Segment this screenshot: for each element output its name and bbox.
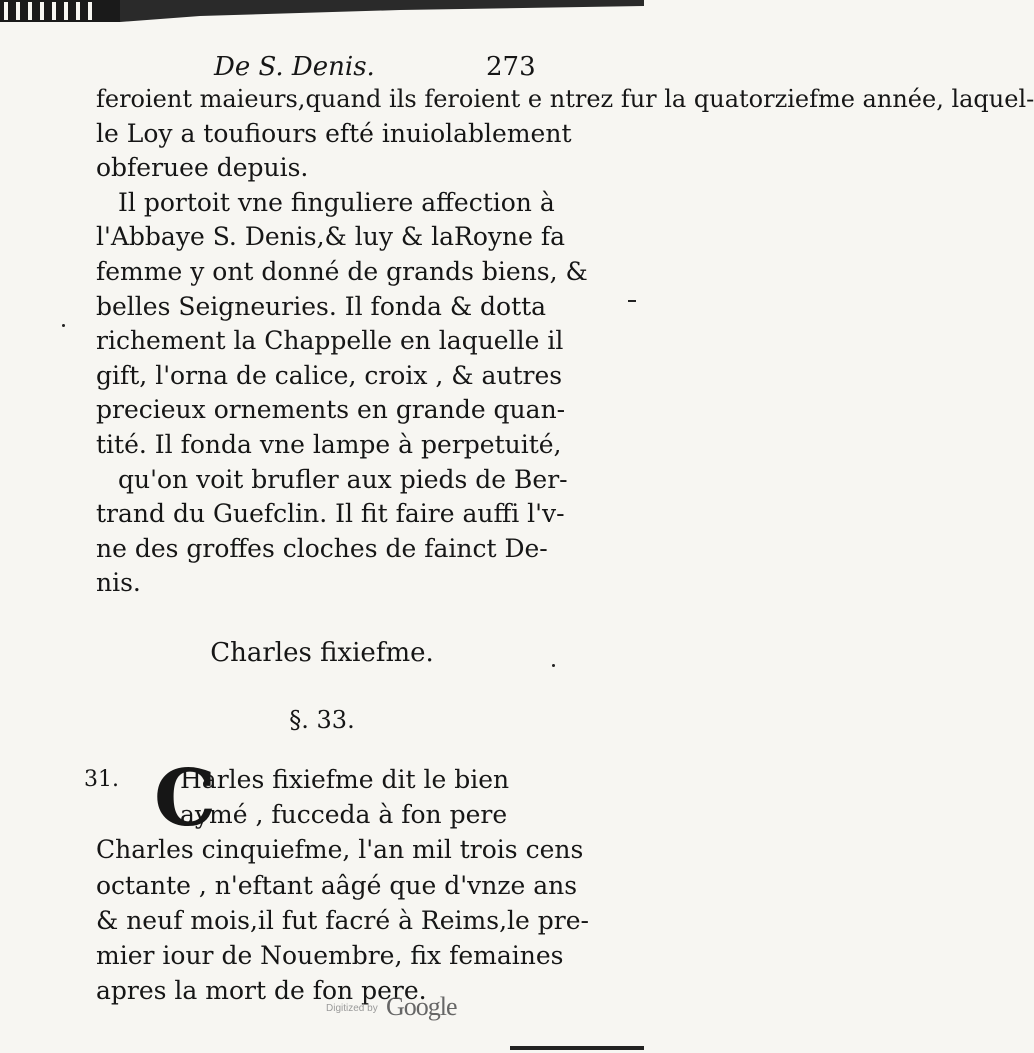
section-number: §. 33. [289,706,355,734]
bottom-edge-shadow [510,1046,644,1050]
text-line: aymé , fucceda à fon pere [180,800,508,830]
running-title: De S. Denis. [214,52,375,82]
digitized-by-text: Digitized by [326,1003,378,1014]
margin-speck [628,300,636,302]
google-logo: Google [386,992,457,1021]
text-line: apres la mort de fon pere. [96,976,427,1006]
page-number: 273 [486,52,536,82]
body-text [96,82,1034,601]
text-line: le Loy a toufiours efté inuiolablement [96,118,572,148]
paragraph [84,753,589,1008]
text-line: richement la Chappelle en laquelle il [96,326,564,356]
text-line: Il portoit vne finguliere affection à [118,187,555,217]
text-line: Charles cinquiefme, l'an mil trois cens [96,835,584,865]
text-line: mier iour de Nouembre, fix femaines [96,941,564,971]
chapter-title: Charles fixiefme. [210,638,434,668]
text-line: gift, l'orna de calice, croix , & autres [96,360,563,390]
text-line: qu'on voit brufler aux pieds de Ber- [118,464,568,494]
text-line: obferuee depuis. [96,153,309,183]
text-line: feroient maieurs,quand ils feroient e ntrez fur la quatorziefme année, laquel- [96,85,1034,113]
text-line: Harles fixiefme dit le bien [180,765,510,794]
text-line: nis. [96,568,141,598]
paragraph-number: 31. [84,767,119,792]
margin-speck [62,324,65,327]
margin-speck [552,664,555,667]
text-line: ne des groffes cloches de fainct De- [96,533,548,563]
text-line: tité. Il fonda vne lampe à perpetuité, [96,429,562,459]
drop-cap: C [154,753,217,844]
text-line: & neuf mois,il fut facré à Reims,le pre- [96,905,589,935]
text-line: l'Abbaye S. Denis,& luy & laRoyne fa [96,222,566,252]
text-line: belles Seigneuries. Il fonda & dotta [96,291,547,321]
text-line: femme y ont donné de grands biens, & [96,256,588,286]
text-line: precieux ornements en grande quan- [96,395,566,425]
torn-top-edge [0,0,644,26]
page-header [0,52,644,86]
text-line: trand du Guefclin. Il fit faire auffi l'v- [96,499,565,529]
text-line: octante , n'eftant aâgé que d'vnze ans [96,870,578,900]
